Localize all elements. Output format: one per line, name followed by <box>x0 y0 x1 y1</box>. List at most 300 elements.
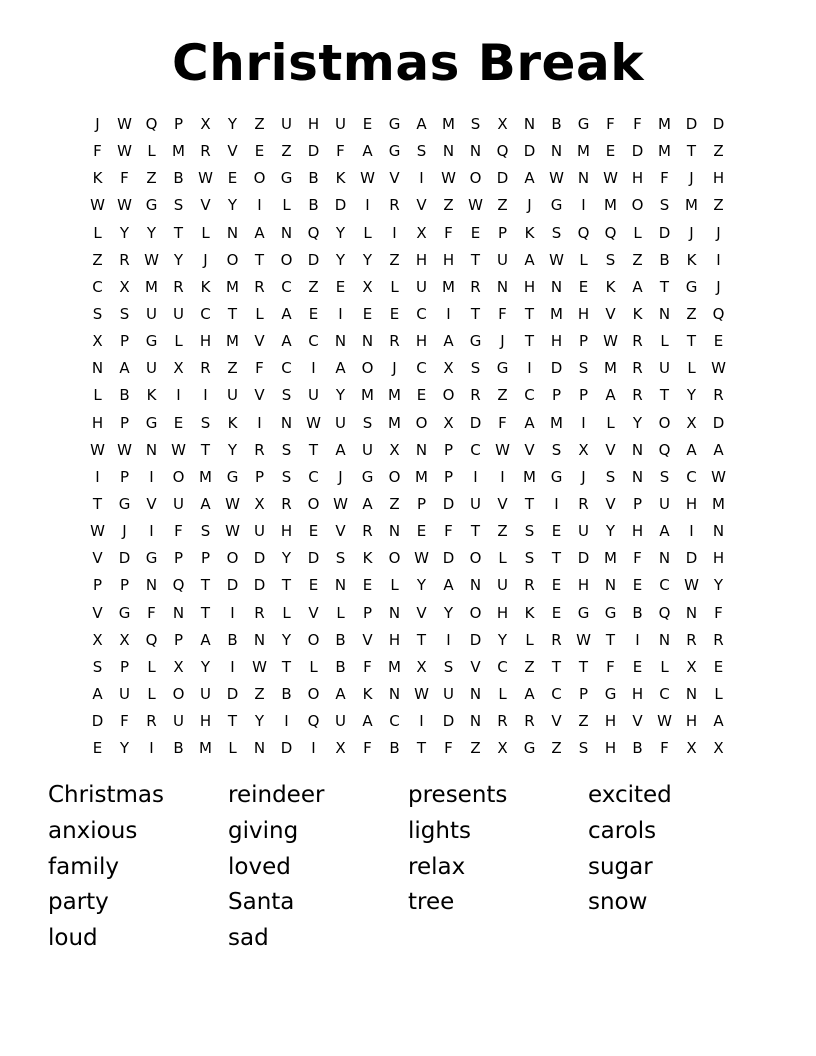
grid-letter: G <box>145 196 158 215</box>
grid-letter: Q <box>307 223 320 242</box>
grid-letter: Q <box>658 440 671 459</box>
grid-letter: V <box>92 603 103 622</box>
grid-letter: T <box>200 576 211 595</box>
grid-letter: Y <box>173 250 184 269</box>
grid-letter: W <box>117 115 132 134</box>
grid-letter: H <box>199 712 212 731</box>
grid-letter: C <box>389 712 400 731</box>
grid-letter: W <box>576 630 591 649</box>
grid-letter: I <box>392 223 397 242</box>
grid-letter: W <box>117 142 132 161</box>
grid-letter: Y <box>632 413 643 432</box>
grid-letter: G <box>577 115 590 134</box>
grid-letter: P <box>578 332 589 351</box>
grid-letter: R <box>632 332 643 351</box>
grid-letter: A <box>335 440 346 459</box>
grid-letter: R <box>632 359 643 378</box>
grid-letter: Y <box>335 386 346 405</box>
grid-letter: S <box>92 305 103 324</box>
grid-letter: K <box>227 413 238 432</box>
grid-letter: H <box>631 169 644 188</box>
grid-letter: I <box>500 467 505 486</box>
grid-letter: P <box>173 630 184 649</box>
grid-letter: T <box>416 630 427 649</box>
grid-letter: W <box>144 250 159 269</box>
grid-letter: Y <box>497 630 508 649</box>
grid-letter: N <box>172 603 185 622</box>
grid-letter: I <box>149 467 154 486</box>
grid-letter: S <box>281 467 292 486</box>
grid-letter: Y <box>227 115 238 134</box>
grid-letter: Z <box>497 386 508 405</box>
grid-letter: M <box>415 467 428 486</box>
grid-letter: S <box>524 522 535 541</box>
grid-letter: X <box>362 277 373 296</box>
grid-letter: I <box>311 359 316 378</box>
grid-letter: B <box>308 196 319 215</box>
grid-letter: E <box>92 739 103 758</box>
word-list <box>48 777 768 956</box>
grid-letter: N <box>91 359 104 378</box>
grid-letter: R <box>200 359 211 378</box>
grid-letter: W <box>252 657 267 676</box>
grid-letter: B <box>632 739 643 758</box>
grid-letter: Q <box>604 223 617 242</box>
grid-letter: Q <box>145 115 158 134</box>
grid-letter: X <box>389 440 400 459</box>
grid-letter: O <box>226 250 239 269</box>
grid-letter: W <box>414 549 429 568</box>
grid-letter: G <box>280 169 293 188</box>
grid-letter: F <box>336 142 345 161</box>
word-list-item: relax <box>408 853 466 880</box>
grid-letter: O <box>415 413 428 432</box>
grid-letter: O <box>172 467 185 486</box>
grid-letter: Z <box>389 250 400 269</box>
grid-letter: W <box>171 440 186 459</box>
grid-letter: L <box>390 576 399 595</box>
grid-letter: X <box>497 115 508 134</box>
grid-letter: D <box>307 549 320 568</box>
grid-letter: W <box>603 169 618 188</box>
grid-letter: G <box>388 115 401 134</box>
grid-letter: V <box>416 603 427 622</box>
grid-letter: A <box>443 576 454 595</box>
grid-letter: X <box>200 115 211 134</box>
grid-letter: D <box>253 576 266 595</box>
grid-letter: L <box>201 223 210 242</box>
grid-letter: A <box>524 685 535 704</box>
grid-letter: N <box>442 142 455 161</box>
grid-letter: I <box>149 739 154 758</box>
grid-letter: T <box>524 305 535 324</box>
grid-letter: I <box>338 305 343 324</box>
grid-letter: Z <box>254 115 265 134</box>
grid-letter: F <box>606 657 615 676</box>
grid-letter: D <box>280 739 293 758</box>
grid-letter: H <box>604 712 617 731</box>
grid-letter: F <box>498 305 507 324</box>
grid-letter: M <box>658 115 671 134</box>
grid-letter: Z <box>551 739 562 758</box>
grid-letter: Q <box>172 576 185 595</box>
grid-letter: P <box>443 440 454 459</box>
grid-letter: G <box>685 277 698 296</box>
word-list-item: carols <box>588 817 657 844</box>
grid-row <box>84 491 732 518</box>
grid-row <box>84 437 732 464</box>
grid-letter: N <box>145 576 158 595</box>
grid-letter: X <box>173 359 184 378</box>
grid-letter: H <box>577 576 590 595</box>
grid-letter: B <box>389 739 400 758</box>
grid-letter: F <box>660 169 669 188</box>
grid-letter: N <box>334 576 347 595</box>
grid-letter: I <box>689 522 694 541</box>
grid-row <box>84 192 732 219</box>
grid-letter: W <box>90 522 105 541</box>
grid-letter: M <box>577 142 590 161</box>
grid-letter: U <box>200 685 211 704</box>
grid-letter: N <box>685 685 698 704</box>
grid-letter: S <box>362 413 373 432</box>
grid-letter: T <box>227 712 238 731</box>
grid-letter: U <box>578 522 589 541</box>
grid-letter: D <box>469 413 482 432</box>
grid-letter: V <box>632 712 643 731</box>
grid-letter: Q <box>712 305 725 324</box>
grid-letter: S <box>200 413 211 432</box>
grid-letter: L <box>147 142 156 161</box>
grid-letter: O <box>388 549 401 568</box>
word-list-item: anxious <box>48 817 138 844</box>
grid-letter: T <box>92 495 103 514</box>
grid-letter: F <box>606 115 615 134</box>
grid-letter: Y <box>335 223 346 242</box>
grid-letter: Y <box>605 522 616 541</box>
grid-letter: D <box>685 115 698 134</box>
grid-row <box>84 355 732 382</box>
grid-letter: N <box>550 142 563 161</box>
grid-letter: O <box>307 495 320 514</box>
word-list-item: party <box>48 889 109 916</box>
grid-letter: E <box>254 142 265 161</box>
grid-letter: E <box>362 576 373 595</box>
grid-letter: M <box>523 467 536 486</box>
grid-letter: J <box>689 169 694 188</box>
grid-letter: N <box>280 223 293 242</box>
grid-letter: P <box>254 467 265 486</box>
grid-letter: G <box>145 332 158 351</box>
grid-row <box>84 735 732 762</box>
grid-letter: P <box>119 332 130 351</box>
grid-letter: H <box>91 413 104 432</box>
grid-letter: V <box>227 142 238 161</box>
grid-letter: D <box>253 549 266 568</box>
grid-letter: D <box>91 712 104 731</box>
grid-letter: S <box>659 467 670 486</box>
grid-letter: D <box>226 685 239 704</box>
grid-letter: G <box>577 603 590 622</box>
grid-letter: E <box>416 522 427 541</box>
grid-letter: G <box>496 359 509 378</box>
grid-letter: F <box>633 115 642 134</box>
grid-letter: W <box>90 196 105 215</box>
grid-letter: Z <box>497 522 508 541</box>
grid-letter: V <box>362 630 373 649</box>
page-title: Christmas Break <box>172 34 644 92</box>
grid-letter: V <box>254 332 265 351</box>
grid-letter: P <box>119 413 130 432</box>
word-list-item: sugar <box>588 853 653 880</box>
grid-letter: N <box>226 223 239 242</box>
grid-letter: N <box>712 522 725 541</box>
grid-letter: Q <box>145 630 158 649</box>
grid-letter: I <box>257 413 262 432</box>
grid-letter: M <box>388 386 401 405</box>
grid-letter: J <box>338 467 343 486</box>
grid-letter: P <box>362 603 373 622</box>
grid-letter: M <box>226 332 239 351</box>
grid-letter: H <box>631 522 644 541</box>
grid-letter: X <box>119 630 130 649</box>
grid-letter: A <box>281 332 292 351</box>
grid-letter: O <box>361 359 374 378</box>
grid-letter: F <box>363 657 372 676</box>
grid-letter: T <box>227 305 238 324</box>
grid-letter: M <box>199 467 212 486</box>
grid-row <box>84 708 732 735</box>
grid-letter: D <box>307 142 320 161</box>
grid-letter: T <box>470 305 481 324</box>
grid-letter: Q <box>577 223 590 242</box>
grid-letter: O <box>469 549 482 568</box>
grid-letter: R <box>686 630 697 649</box>
grid-letter: S <box>551 223 562 242</box>
grid-letter: H <box>307 115 320 134</box>
grid-letter: Z <box>713 142 724 161</box>
grid-letter: Z <box>686 305 697 324</box>
grid-letter: S <box>281 440 292 459</box>
grid-letter: O <box>280 250 293 269</box>
grid-letter: V <box>605 305 616 324</box>
grid-letter: W <box>333 495 348 514</box>
grid-letter: W <box>360 169 375 188</box>
grid-letter: U <box>173 712 184 731</box>
grid-letter: R <box>470 277 481 296</box>
grid-letter: D <box>712 115 725 134</box>
grid-letter: J <box>716 223 721 242</box>
grid-letter: N <box>631 440 644 459</box>
grid-letter: D <box>658 223 671 242</box>
grid-letter: O <box>172 685 185 704</box>
grid-letter: T <box>578 657 589 676</box>
grid-letter: T <box>659 277 670 296</box>
grid-letter: A <box>200 495 211 514</box>
grid-letter: R <box>389 196 400 215</box>
grid-letter: W <box>117 196 132 215</box>
grid-letter: N <box>415 440 428 459</box>
grid-letter: Q <box>307 712 320 731</box>
grid-letter: H <box>631 685 644 704</box>
grid-letter: R <box>389 332 400 351</box>
grid-row <box>84 220 732 247</box>
grid-letter: Y <box>254 712 265 731</box>
grid-letter: I <box>716 250 721 269</box>
grid-row <box>84 247 732 274</box>
grid-letter: U <box>362 440 373 459</box>
grid-letter: X <box>686 739 697 758</box>
grid-letter: F <box>255 359 264 378</box>
grid-letter: X <box>686 657 697 676</box>
grid-letter: A <box>416 115 427 134</box>
grid-letter: P <box>443 467 454 486</box>
grid-letter: U <box>659 359 670 378</box>
grid-letter: R <box>524 576 535 595</box>
grid-letter: W <box>90 440 105 459</box>
grid-letter: A <box>92 685 103 704</box>
grid-letter: P <box>119 467 130 486</box>
grid-letter: I <box>473 467 478 486</box>
grid-letter: O <box>469 603 482 622</box>
grid-letter: I <box>581 413 586 432</box>
grid-letter: N <box>280 413 293 432</box>
grid-row <box>84 545 732 572</box>
grid-letter: L <box>363 223 372 242</box>
grid-letter: D <box>712 413 725 432</box>
grid-letter: J <box>203 250 208 269</box>
grid-letter: V <box>497 495 508 514</box>
grid-letter: I <box>176 386 181 405</box>
grid-letter: L <box>336 603 345 622</box>
grid-letter: B <box>632 603 643 622</box>
grid-letter: K <box>92 169 103 188</box>
grid-letter: W <box>684 576 699 595</box>
grid-letter: E <box>308 522 319 541</box>
grid-letter: D <box>577 549 590 568</box>
grid-letter: H <box>712 169 725 188</box>
grid-letter: T <box>254 250 265 269</box>
grid-letter: E <box>416 386 427 405</box>
grid-letter: W <box>603 332 618 351</box>
grid-letter: S <box>92 657 103 676</box>
grid-letter: M <box>388 413 401 432</box>
grid-letter: R <box>713 630 724 649</box>
grid-letter: N <box>658 630 671 649</box>
grid-letter: E <box>551 603 562 622</box>
grid-row <box>84 518 732 545</box>
grid-letter: H <box>712 549 725 568</box>
grid-letter: D <box>442 712 455 731</box>
grid-letter: R <box>470 386 481 405</box>
grid-letter: T <box>173 223 184 242</box>
grid-letter: P <box>173 115 184 134</box>
grid-letter: I <box>527 359 532 378</box>
grid-letter: Y <box>281 549 292 568</box>
grid-letter: B <box>281 685 292 704</box>
grid-letter: T <box>686 332 697 351</box>
grid-letter: N <box>523 115 536 134</box>
grid-letter: Y <box>200 657 211 676</box>
grid-letter: I <box>311 739 316 758</box>
grid-letter: L <box>660 657 669 676</box>
grid-letter: B <box>173 169 184 188</box>
grid-letter: E <box>713 657 724 676</box>
grid-letter: L <box>255 305 264 324</box>
grid-letter: I <box>230 657 235 676</box>
grid-letter: Z <box>146 169 157 188</box>
grid-letter: I <box>635 630 640 649</box>
grid-letter: H <box>523 277 536 296</box>
grid-row <box>84 464 732 491</box>
grid-letter: F <box>93 142 102 161</box>
grid-letter: U <box>173 495 184 514</box>
grid-letter: O <box>631 196 644 215</box>
grid-letter: U <box>659 495 670 514</box>
grid-letter: J <box>527 196 532 215</box>
grid-letter: B <box>173 739 184 758</box>
grid-letter: O <box>388 467 401 486</box>
grid-letter: A <box>659 522 670 541</box>
grid-letter: N <box>253 739 266 758</box>
grid-letter: D <box>442 549 455 568</box>
grid-letter: A <box>524 250 535 269</box>
grid-letter: U <box>119 685 130 704</box>
grid-letter: U <box>308 386 319 405</box>
grid-letter: T <box>686 142 697 161</box>
grid-letter: D <box>118 549 131 568</box>
grid-letter: U <box>335 115 346 134</box>
grid-letter: T <box>470 522 481 541</box>
grid-letter: O <box>226 549 239 568</box>
grid-letter: F <box>147 603 156 622</box>
grid-letter: K <box>605 277 616 296</box>
grid-letter: I <box>230 603 235 622</box>
grid-letter: B <box>119 386 130 405</box>
grid-letter: K <box>362 549 373 568</box>
grid-letter: Z <box>308 277 319 296</box>
grid-letter: T <box>659 386 670 405</box>
grid-letter: W <box>495 440 510 459</box>
grid-letter: U <box>173 305 184 324</box>
grid-letter: N <box>388 603 401 622</box>
grid-letter: E <box>632 576 643 595</box>
grid-letter: N <box>496 277 509 296</box>
grid-letter: H <box>199 332 212 351</box>
grid-letter: E <box>551 522 562 541</box>
grid-letter: E <box>551 576 562 595</box>
grid-letter: I <box>446 305 451 324</box>
grid-letter: X <box>443 413 454 432</box>
grid-letter: A <box>443 332 454 351</box>
grid-row <box>84 111 732 138</box>
word-list-item: loud <box>48 925 98 952</box>
grid-letter: C <box>524 386 535 405</box>
grid-letter: M <box>226 277 239 296</box>
grid-letter: R <box>578 495 589 514</box>
grid-letter: D <box>469 630 482 649</box>
word-list-item: tree <box>408 889 455 916</box>
grid-row <box>84 382 732 409</box>
grid-letter: W <box>711 359 726 378</box>
grid-letter: L <box>309 657 318 676</box>
grid-letter: C <box>200 305 211 324</box>
grid-letter: R <box>146 712 157 731</box>
grid-letter: U <box>254 522 265 541</box>
grid-letter: E <box>578 277 589 296</box>
grid-letter: L <box>687 359 696 378</box>
grid-letter: P <box>578 685 589 704</box>
